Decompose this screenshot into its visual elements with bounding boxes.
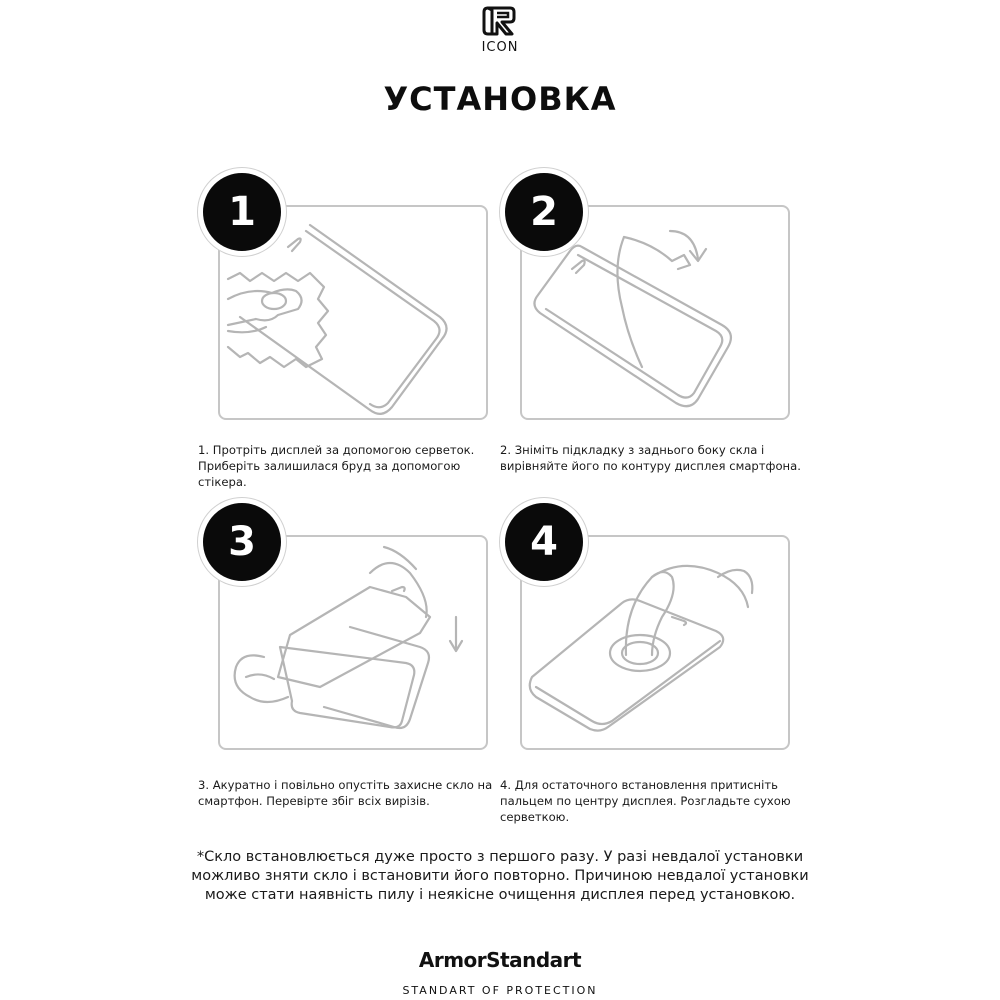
step-2-caption-line: вирівняйте його по контуру дисплея смартфона. — [500, 459, 801, 473]
logo-mark-icon — [480, 4, 520, 38]
step-3-caption-line: смартфон. Перевірте збіг всіх вирізів. — [198, 794, 430, 808]
icon-logo — [464, 4, 536, 60]
note-line: можливо зняти скло і встановити його повторно. Причиною невдалої установки — [191, 868, 809, 884]
step-3-number-badge: 3 — [198, 498, 286, 586]
step-4-caption — [500, 777, 790, 825]
step-2-number-badge: 2 — [500, 168, 588, 256]
brand-name: ArmorStandart — [418, 948, 582, 972]
page-title: УСТАНОВКА — [383, 80, 617, 118]
step-1-number-badge: 1 — [198, 168, 286, 256]
brand-tagline: STANDART OF PROTECTION — [402, 984, 598, 997]
step-1-caption-line: 1. Протріть дисплей за допомогою серветок. — [198, 443, 475, 457]
step-2-caption-line: 2. Зніміть підкладку з заднього боку скла і — [500, 443, 765, 457]
installation-note — [0, 848, 1000, 905]
step-1-caption-line: Приберіть залишилася бруд за допомогою — [198, 459, 461, 473]
step-3-caption — [198, 777, 493, 809]
step-4-caption-line: серветкою. — [500, 810, 570, 824]
step-1-caption-line: стікера. — [198, 475, 247, 489]
step-3-caption-line: 3. Акуратно і повільно опустіть захисне скло на — [198, 778, 493, 792]
note-line: *Скло встановлюється дуже просто з першого разу. У разі невдалої установки — [196, 849, 804, 865]
logo-text: ICON — [481, 40, 519, 55]
step-2-caption — [500, 442, 801, 474]
note-line: може стати наявність пилу і неякісне очищення дисплея перед установкою. — [204, 887, 796, 903]
step-4-number-badge: 4 — [500, 498, 588, 586]
step-4-caption-line: 4. Для остаточного встановлення притисніть — [500, 778, 778, 792]
step-1-caption — [198, 442, 488, 490]
step-4-caption-line: пальцем по центру дисплея. Розгладьте сухою — [500, 794, 791, 808]
